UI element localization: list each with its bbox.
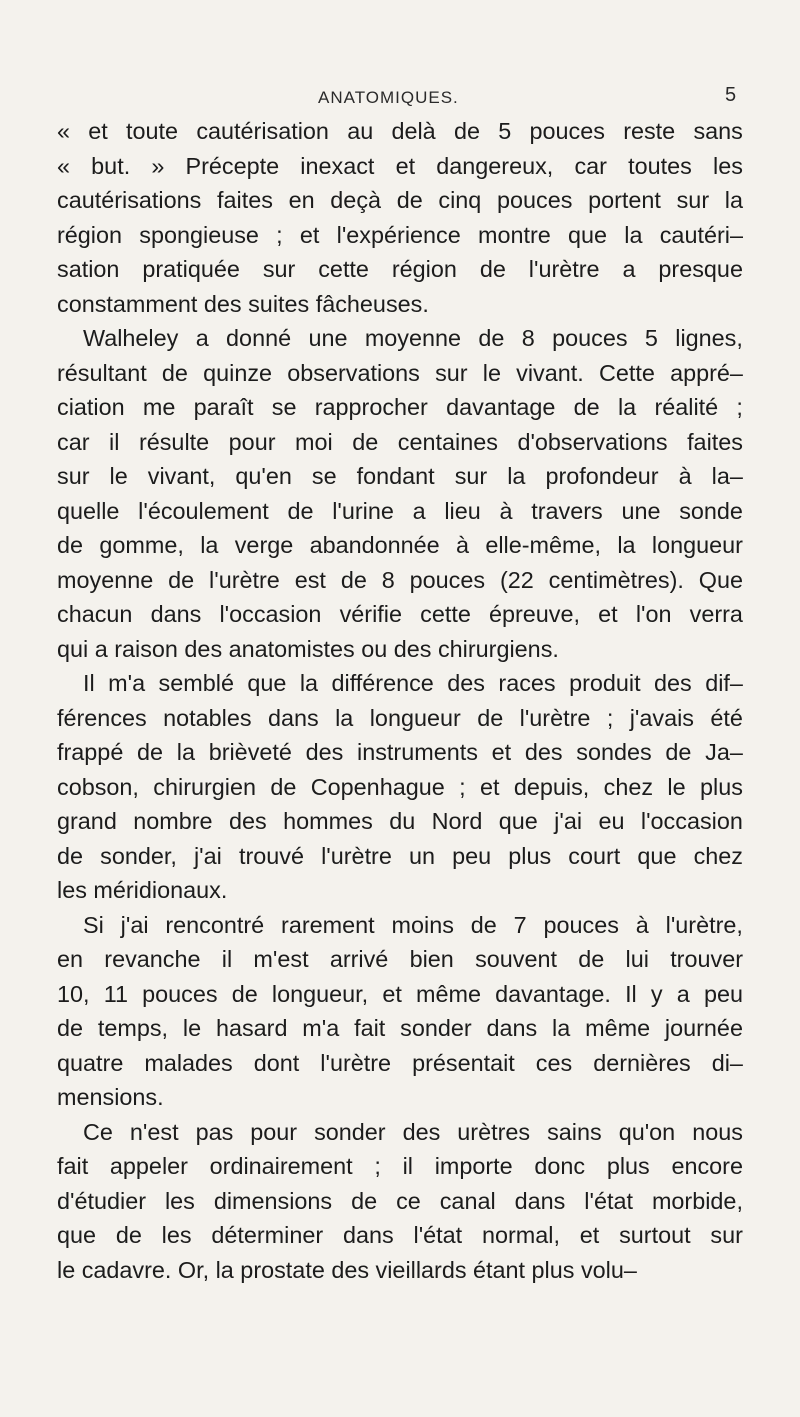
text-line: de gomme, la verge abandonnée à elle-même, la longueur [57, 532, 743, 558]
paragraph [57, 666, 743, 908]
running-title: ANATOMIQUES. [318, 88, 459, 107]
body-text [57, 114, 743, 1287]
text-line: cautérisations faites en deçà de cinq pouces portent sur la [57, 187, 743, 213]
text-line: frappé de la brièveté des instruments et des sondes de Ja– [57, 739, 743, 765]
text-line: Si j'ai rencontré rarement moins de 7 pouces à l'urètre, [83, 911, 743, 938]
text-line: « but. » Précepte inexact et dangereux, car toutes les [57, 152, 743, 179]
paragraph [57, 114, 743, 321]
text-line: quelle l'écoulement de l'urine a lieu à travers une sonde [57, 497, 743, 524]
page-number: 5 [725, 84, 737, 106]
paragraph [57, 908, 743, 1115]
text-line: cobson, chirurgien de Copenhague ; et depuis, chez le plus [57, 773, 743, 800]
text-line: sur le vivant, qu'en se fondant sur la profondeur à la– [57, 463, 743, 489]
text-line: résultant de quinze observations sur le vivant. Cette appré– [57, 359, 743, 386]
text-line: les méridionaux. [57, 877, 228, 903]
text-line: qui a raison des anatomistes ou des chirurgiens. [57, 635, 559, 662]
text-line: que de les déterminer dans l'état normal, et surtout sur [57, 1222, 743, 1248]
paragraph [57, 321, 743, 666]
text-line: de temps, le hasard m'a fait sonder dans la même journée [57, 1015, 743, 1041]
text-line: Ce n'est pas pour sonder des urètres sains qu'on nous [83, 1118, 743, 1145]
text-line: constamment des suites fâcheuses. [57, 290, 429, 317]
text-line: quatre malades dont l'urètre présentait ces dernières di– [57, 1049, 743, 1076]
text-line: 10, 11 pouces de longueur, et même davantage. Il y a peu [57, 980, 743, 1007]
text-line: moyenne de l'urètre est de 8 pouces (22 centimètres). Que [57, 566, 743, 593]
text-line: Il m'a semblé que la différence des races produit des dif– [83, 670, 743, 696]
text-line: Walheley a donné une moyenne de 8 pouces 5 lignes, [83, 325, 743, 351]
text-line: grand nombre des hommes du Nord que j'ai eu l'occasion [57, 808, 743, 834]
text-line: chacun dans l'occasion vérifie cette épreuve, et l'on verra [57, 601, 743, 627]
text-line: en revanche il m'est arrivé bien souvent de lui trouver [57, 946, 743, 972]
paragraph [57, 1115, 743, 1288]
text-line: mensions. [57, 1084, 164, 1110]
text-line: car il résulte pour moi de centaines d'observations faites [57, 428, 743, 455]
text-line: d'étudier les dimensions de ce canal dans l'état morbide, [57, 1187, 743, 1214]
text-line: de sonder, j'ai trouvé l'urètre un peu plus court que chez [57, 842, 743, 869]
text-line: ciation me paraît se rapprocher davantage de la réalité ; [57, 394, 743, 420]
text-line: fait appeler ordinairement ; il importe donc plus encore [57, 1153, 743, 1179]
text-line: sation pratiquée sur cette région de l'urètre a presque [57, 256, 743, 282]
text-line: le cadavre. Or, la prostate des vieillards étant plus volu– [57, 1256, 637, 1283]
text-line: « et toute cautérisation au delà de 5 pouces reste sans [57, 118, 743, 144]
text-line: férences notables dans la longueur de l'urètre ; j'avais été [57, 704, 743, 731]
text-line: région spongieuse ; et l'expérience montre que la cautéri– [57, 221, 743, 248]
